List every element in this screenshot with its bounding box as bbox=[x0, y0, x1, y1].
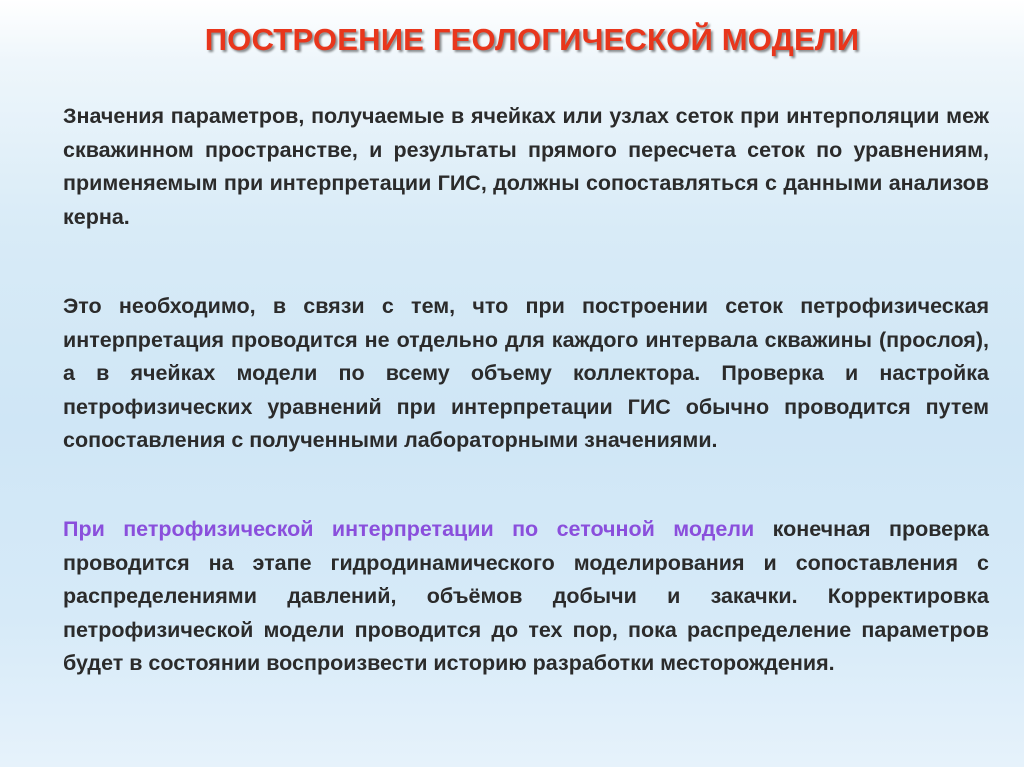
paragraph-1 bbox=[63, 100, 989, 234]
paragraph-2 bbox=[63, 290, 989, 458]
paragraph-3 bbox=[63, 513, 989, 681]
paragraph-1-text: Значения параметров, получаемые в ячейках или узлах сеток при интерполяции меж скважинном пространстве, и результаты прямого пересчета сеток по уравнениям, применяемым при интерпретации ГИС, должны сопоставляться с данными анализов керна. bbox=[63, 104, 989, 229]
paragraph-3-highlight: При петрофизической интерпретации по сеточной модели bbox=[63, 517, 755, 541]
slide-title: ПОСТРОЕНИЕ ГЕОЛОГИЧЕСКОЙ МОДЕЛИ bbox=[204, 22, 860, 57]
paragraph-3-text: конечная проверка проводится на этапе гидродинамического моделирования и сопоставления с распределениями давлений, объёмов добычи и закачки. Корректировка петрофизической модели проводится до тех пор, пока распределение параметров будет в состоянии воспроизвести историю разработки месторождения. bbox=[63, 517, 989, 676]
paragraph-2-text: Это необходимо, в связи с тем, что при построении сеток петрофизическая интерпретация проводится не отдельно для каждого интервала скважины (прослоя), а в ячейках модели по всему объему коллектора. Проверка и настройка петрофизических уравнений при интерпретации ГИС обычно проводится путем сопоставления с полученными лабораторными значениями. bbox=[63, 294, 989, 453]
